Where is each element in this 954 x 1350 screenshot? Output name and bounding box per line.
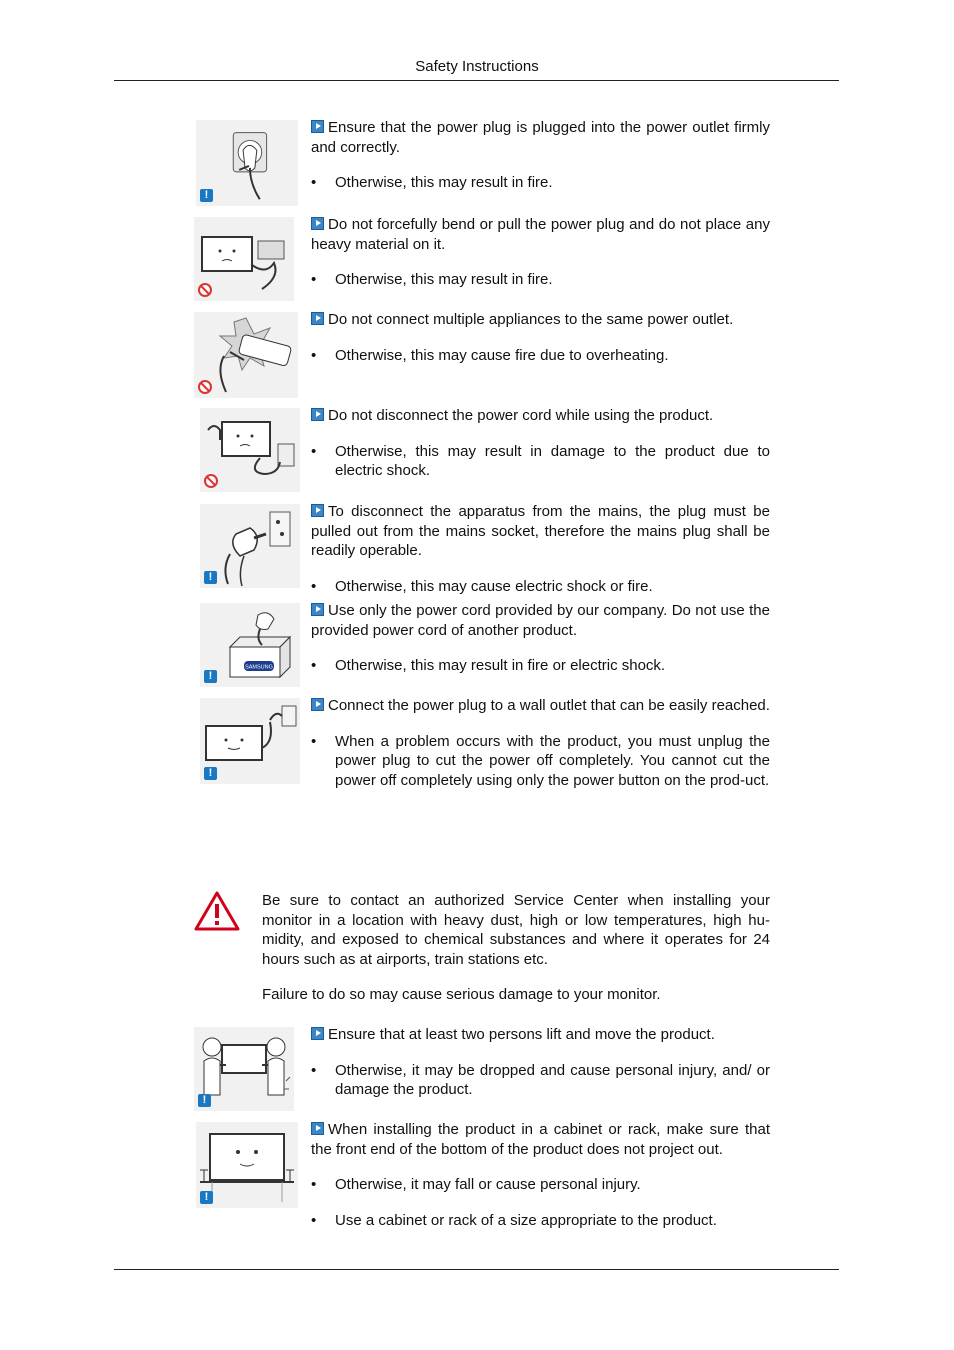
pointer-triangle-icon [311,120,324,133]
bullet-text: Otherwise, this may result in fire. [335,271,553,288]
warning-badge-icon: ! [204,767,217,780]
bullet-item: • When a problem occurs with the product, you must unplug the power plug to cut the power off completely. You cannot cut the power off completely using only the power button on the prod-uct. [311,732,770,789]
pointer-triangle-icon [311,1122,324,1135]
bullet-item: • Otherwise, this may result in damage to the product due to electric shock. [311,442,770,479]
bullet-item: • Otherwise, it may fall or cause personal injury. [311,1176,641,1193]
pointer-triangle-icon [311,217,324,230]
pointer-triangle-icon [311,1027,324,1040]
bullet-text: Otherwise, this may cause electric shock or fire. [335,577,653,595]
outlet-plug-icon [196,120,298,206]
bullet-text: Use a cabinet or rack of a size appropriate to the product. [335,1211,717,1229]
monitor-plug-weight-icon [194,217,294,301]
monitor-unplug-icon [200,408,300,492]
monitor-cabinet-icon [196,1122,298,1208]
warning-badge-icon: ! [198,1094,211,1107]
monitor-wall-outlet-icon [200,698,300,784]
bullet-text: Otherwise, this may result in fire. [335,174,553,191]
bullet-item: • Otherwise, this may result in fire. [311,174,553,191]
brand-label: SAMSUNG [245,664,273,671]
pointer-triangle-icon [311,698,324,711]
instruction-text: Do not disconnect the power cord while using the product. [328,407,714,424]
pointer-triangle-icon [311,312,324,325]
bullet-text: Otherwise, this may result in fire or electric shock. [335,657,666,674]
instruction-text: Do not forcefully bend or pull the power plug and do not place any heavy material on it. [311,216,770,253]
power-cord-box-icon [200,603,300,687]
bullet-text: Otherwise, it may fall or cause personal injury. [335,1176,641,1193]
hand-unplug-icon [200,504,300,588]
instruction-text: Connect the power plug to a wall outlet that can be easily reached. [328,697,770,714]
prohibited-badge-icon [198,283,212,297]
prohibited-badge-icon [204,474,218,488]
warning-badge-icon: ! [200,1191,213,1204]
pointer-triangle-icon [311,408,324,421]
instruction-text: Do not connect multiple appliances to the same power outlet. [328,311,734,328]
power-strip-overload-icon [194,312,298,398]
pointer-triangle-icon [311,603,324,616]
caution-triangle-icon [194,890,240,932]
bullet-item: • Otherwise, this may result in fire or electric shock. [311,657,666,674]
page-header-title: Safety Instructions [415,58,539,75]
bullet-item: • Use a cabinet or rack of a size appropriate to the product. [311,1211,717,1229]
bullet-text: When a problem occurs with the product, you must unplug the power plug to cut the power off completely. You cannot cut the power off completely using only the power button on the prod-uct. [335,732,770,789]
bullet-item: • Otherwise, this may result in fire. [311,271,553,288]
bullet-text: Otherwise, this may cause fire due to overheating. [335,346,669,364]
bullet-text: Otherwise, it may be dropped and cause personal injury, and/ or damage the product. [335,1061,770,1098]
instruction-text: Use only the power cord provided by our company. Do not use the provided power cord of another product. [311,602,770,639]
warning-badge-icon: ! [204,571,217,584]
warning-badge-icon: ! [200,189,213,202]
bullet-item: • Otherwise, this may cause electric shock or fire. [311,577,653,595]
warning-badge-icon: ! [204,670,217,683]
footer-rule [114,1269,839,1270]
instruction-text: To disconnect the apparatus from the mains, the plug must be pulled out from the mains socket, therefore the mains plug shall be readily operable. [311,503,770,559]
caution-paragraph: Failure to do so may cause serious damage to your monitor. [262,986,661,1003]
caution-paragraph: Be sure to contact an authorized Service Center when installing your monitor in a location with heavy dust, high or low temperatures, high hu-midity, and exposed to chemical substances and where it operates for 24 hours such as at airports, train stations etc. [262,892,770,968]
instruction-text: When installing the product in a cabinet or rack, make sure that the front end of the bottom of the product does not project out. [311,1121,770,1158]
prohibited-badge-icon [198,380,212,394]
bullet-text: Otherwise, this may result in damage to the product due to electric shock. [335,442,770,479]
instruction-text: Ensure that at least two persons lift and move the product. [328,1026,715,1043]
header-rule [114,80,839,81]
two-persons-lift-icon [194,1027,294,1111]
bullet-item: • Otherwise, it may be dropped and cause personal injury, and/ or damage the product. [311,1061,770,1098]
bullet-item: • Otherwise, this may cause fire due to overheating. [311,346,669,364]
pointer-triangle-icon [311,504,324,517]
instruction-text: Ensure that the power plug is plugged into the power outlet firmly and correctly. [311,119,770,156]
